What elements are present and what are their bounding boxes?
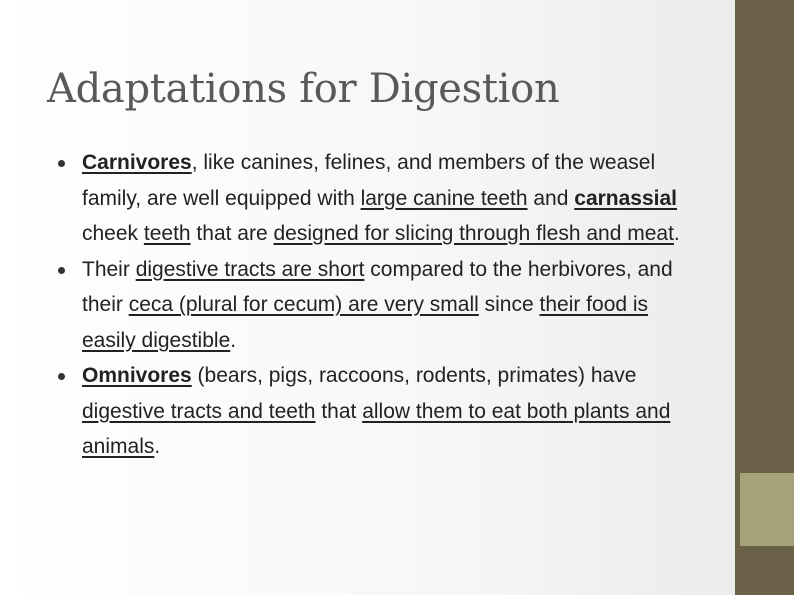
text-segment: since: [478, 293, 540, 316]
underlined-phrase: their food is easily digestible: [82, 293, 649, 352]
bullet-list: [58, 145, 698, 465]
bullet-item-digestive-tracts: [58, 252, 698, 359]
text-segment: (bears, pigs, raccoons, rodents, primates) have: [191, 364, 637, 387]
underlined-phrase: digestive tracts and teeth: [82, 399, 316, 423]
underlined-phrase: ceca (plural for cecum) are very small: [128, 293, 479, 316]
underlined-phrase: teeth: [143, 222, 191, 245]
text-segment: .: [154, 435, 161, 458]
text-segment: .: [673, 222, 680, 245]
decorative-sidebar-accent: [740, 473, 794, 546]
term-carnivores: Carnivores: [82, 151, 192, 174]
bullet-item-carnivores: [58, 145, 698, 252]
text-segment: that: [315, 399, 363, 423]
bullet-dot-icon: [58, 373, 65, 380]
text-segment: Their: [82, 257, 136, 281]
bullet-dot-icon: [58, 267, 65, 274]
term-omnivores: Omnivores: [82, 364, 192, 387]
text-segment: that are: [190, 222, 274, 245]
slide-title: Adaptations for Digestion: [47, 66, 560, 112]
underlined-phrase: designed for slicing through flesh and meat: [273, 222, 674, 245]
underlined-phrase: allow them to eat both plants and animals: [82, 399, 671, 458]
bullet-item-omnivores: [58, 358, 698, 465]
text-segment: .: [230, 328, 237, 352]
text-segment: and: [527, 186, 575, 210]
underlined-phrase: digestive tracts are short: [135, 257, 365, 281]
text-segment: cheek: [82, 222, 144, 245]
underlined-phrase: large canine teeth: [360, 186, 528, 210]
text-segment: compared to the herbivores, and their: [82, 257, 673, 316]
term-carnassial: carnassial: [574, 186, 678, 210]
text-segment: , like canines, felines, and members of the weasel family, are well equipped with: [82, 151, 656, 210]
bullet-dot-icon: [58, 160, 65, 167]
